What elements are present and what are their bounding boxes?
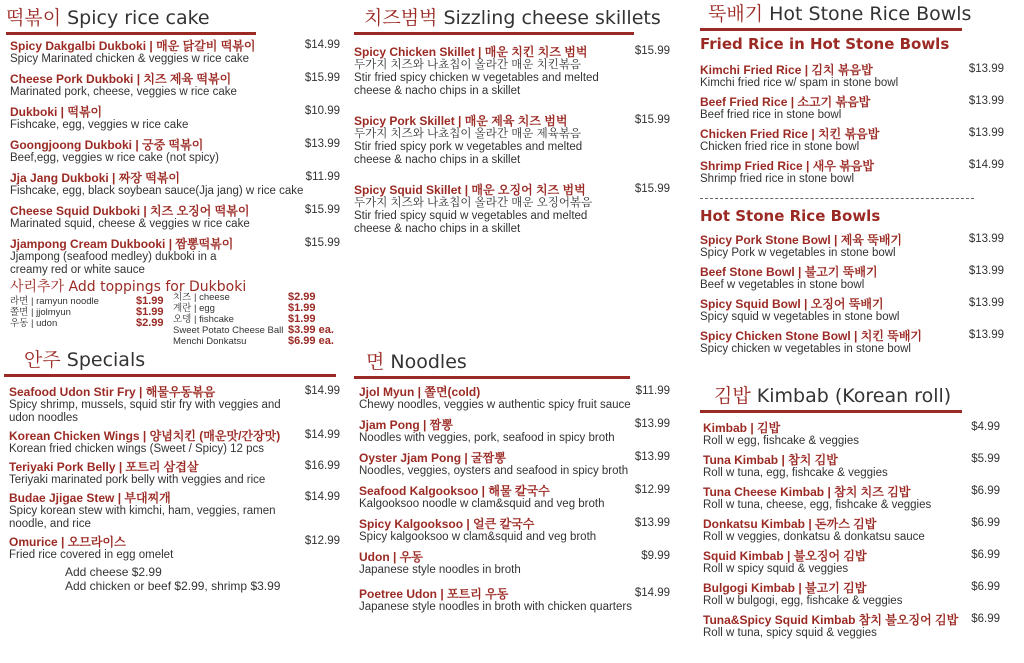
toppings-right-table [173,292,338,347]
menu-item: Cheese Squid Dukboki | 치즈 오징어 떡볶이 Marinated squid, cheese & veggies w rice cake $15.99 [10,204,340,230]
topping-row: 오뎅 | fishcake $1.99 [173,313,316,325]
noodles-list [359,385,670,614]
menu-item: Seafood Kalgooksoo | 해물 칼국수 Kalgooksoo noodle w clam&squid and veg broth $12.99 [359,484,670,510]
menu-item: Omurice | 오므라이스 Fried rice covered in egg omelet $12.99 [9,535,340,561]
menu-item: Cheese Pork Dukboki | 치즈 제육 떡볶이 Marinated pork, cheese, veggies w rice cake $15.99 [10,72,340,98]
menu-item: Seafood Udon Stir Fry | 해물우동볶음 Spicy shrimp, mussels, squid stir fry with veggies and udon noodles $14.99 [9,385,340,424]
skillets-list [354,45,670,236]
section-divider [354,376,630,379]
menu-item: Spicy Chicken Skillet | 매운 치킨 치즈 범벅 두가지 치즈와 나쵸칩이 올라간 매운 치킨볶음 Stir fried spicy chicken w vegetables and melted cheese & nacho chips in a skillet $15.99 [354,45,670,97]
section-title: 안주 Specials [24,349,146,371]
menu-item: Tuna&Spicy Squid Kimbab 참치 불오징어 김밥 Roll w tuna, spicy squid & veggies $6.99 [703,613,1000,639]
menu-item: Goongjoong Dukboki | 궁중 떡볶이 Beef,egg, veggies w rice cake (not spicy) $13.99 [10,138,340,164]
menu-item: Kimchi Fried Rice | 김치 볶음밥 Kimchi fried rice w/ spam in stone bowl $13.99 [700,63,1004,89]
menu-item: Bulgogi Kimbab | 불고기 김밥 Roll w bulgogi, egg, fishcake & veggies $6.99 [703,581,1000,607]
section-title: 김밥 Kimbab (Korean roll) [714,385,952,407]
specials-list [9,385,340,593]
menu-item: Jjampong Cream Dukbooki | 짬뽕떡볶이 Jjampong (seafood medley) dukboki in a creamy red or white sauce $15.99 [10,237,340,276]
menu-item: Spicy Dakgalbi Dukboki | 매운 닭갈비 떡볶이 Spicy Marinated chicken & veggies w rice cake $14.99 [10,39,340,65]
stone-bowls-list [700,233,1004,356]
section-title: 떡볶이 Spicy rice cake [6,7,210,29]
menu-item: Beef Stone Bowl | 불고기 뚝배기 Beef w vegetables in stone bowl $13.99 [700,265,1004,291]
menu-item: Donkatsu Kimbab | 돈까스 김밥 Roll w veggies, donkatsu & donkatsu sauce $6.99 [703,517,1000,543]
section-divider [354,32,634,35]
menu-item: Kimbab | 김밥 Roll w egg, fishcake & veggies $4.99 [703,421,1000,447]
menu-item: Spicy Squid Skillet | 매운 오징어 치즈 범벅 두가지 치즈와 나쵸칩이 올라간 매운 오징어볶음 Stir fried spicy squid w vegetables and melted cheese & nacho chips in a skillet $15.99 [354,183,670,235]
menu-item: Chicken Fried Rice | 치킨 볶음밥 Chicken fried rice in stone bowl $13.99 [700,127,1004,153]
menu-item: Jjam Pong | 짬뽕 Noodles with veggies, pork, seafood in spicy broth $13.99 [359,418,670,444]
menu-item: Spicy Chicken Stone Bowl | 치킨 뚝배기 Spicy chicken w vegetables in stone bowl $13.99 [700,329,1004,355]
hotstone-section [700,2,1004,356]
skillets-section [354,6,670,236]
stone-bowls-subtitle: Hot Stone Rice Bowls [700,207,881,225]
topping-row: Sweet Potato Cheese Ball $3.99 ea. [173,324,334,336]
topping-row: 라면 | ramyun noodle $1.99 [10,295,164,307]
specials-section [4,348,340,593]
menu-item: Spicy Kalgooksoo | 얼큰 칼국수 Spicy kalgooksoo w clam&squid and veg broth $13.99 [359,517,670,543]
menu-item: Poetree Udon | 포트리 우동 Japanese style noodles in broth with chicken quarters $14.99 [359,587,670,613]
topping-row: Menchi Donkatsu $6.99 ea. [173,335,334,347]
menu-item: Tuna Kimbab | 참치 김밥 Roll w tuna, egg, fishcake & veggies $5.99 [703,453,1000,479]
addon-note: Add chicken or beef $2.99, shrimp $3.99 [65,579,281,593]
section-divider [4,374,336,377]
menu-item: Shrimp Fried Rice | 새우 볶음밥 Shrimp fried rice in stone bowl $14.99 [700,159,1004,185]
topping-row: 쫄면 | jjolmyun $1.99 [10,306,164,318]
dukboki-section [6,6,340,277]
menu-item: Teriyaki Pork Belly | 포트리 삼겹살 Teriyaki marinated pork belly with veggies and rice $16.99 [9,460,340,486]
fried-rice-list [700,63,1004,186]
fried-rice-subtitle: Fried Rice in Hot Stone Bowls [700,35,950,53]
addon-note: Add cheese $2.99 [65,565,162,579]
menu-item: Beef Fried Rice | 소고기 볶음밥 Beef fried rice in stone bowl $13.99 [700,95,1004,121]
menu-item: Korean Chicken Wings | 양념치킨 (매운맛/간장맛) Korean fried chicken wings (Sweet / Spicy) 12 pcs $14.99 [9,429,340,455]
menu-item: Dukboki | 떡볶이 Fishcake, egg, veggies w rice cake $10.99 [10,105,340,131]
menu-item: Jja Jang Dukboki | 짜장 떡볶이 Fishcake, egg, black soybean sauce(Jja jang) w rice cake $11.99 [10,171,340,197]
menu-item: Budae Jjigae Stew | 부대찌개 Spicy korean stew with kimchi, ham, veggies, ramen noodle, and rice $14.99 [9,491,340,530]
menu-item: Tuna Cheese Kimbab | 참치 치즈 김밥 Roll w tuna, cheese, egg, fishcake & veggies $6.99 [703,485,1000,511]
menu-item: Spicy Pork Skillet | 매운 제육 치즈 범벅 두가지 치즈와 나쵸칩이 올라간 매운 제육볶음 Stir fried spicy pork w vegetables and melted cheese & nacho chips in a skillet $15.99 [354,114,670,166]
menu-item: Oyster Jjam Pong | 굴짬뽕 Noodles, veggies, oysters and seafood in spicy broth $13.99 [359,451,670,477]
menu-item: Squid Kimbab | 불오징어 김밥 Roll w spicy squid & veggies $6.99 [703,549,1000,575]
kimbab-list [703,421,1000,640]
topping-row: 치즈 | cheese $2.99 [173,291,316,303]
menu-item: Spicy Squid Bowl | 오징어 뚝배기 Spicy squid w vegetables in stone bowl $13.99 [700,297,1004,323]
section-divider [6,32,256,35]
noodles-section [354,350,670,614]
section-divider [700,410,962,413]
topping-row: 우동 | udon $2.99 [10,317,164,329]
section-title: 뚝배기 Hot Stone Rice Bowls [708,3,972,25]
menu-item: Jjol Myun | 쫄면(cold) Chewy noodles, veggies w authentic spicy fruit sauce $11.99 [359,385,670,411]
dashed-divider [700,198,974,199]
menu-item: Udon | 우동 Japanese style noodles in broth $9.99 [359,550,670,576]
menu-item: Spicy Pork Stone Bowl | 제육 뚝배기 Spicy Pork w vegetables in stone bowl $13.99 [700,233,1004,259]
dukboki-list [10,39,340,277]
toppings-left-table [10,296,165,329]
section-divider [700,28,962,31]
topping-row: 계란 | egg $1.99 [173,302,316,314]
section-title: 면 Noodles [366,351,467,373]
toppings-title: 사리추가 Add toppings for Dukboki [10,279,247,295]
kimbab-section [700,384,1000,640]
section-title: 치즈범벅 Sizzling cheese skillets [364,7,661,29]
